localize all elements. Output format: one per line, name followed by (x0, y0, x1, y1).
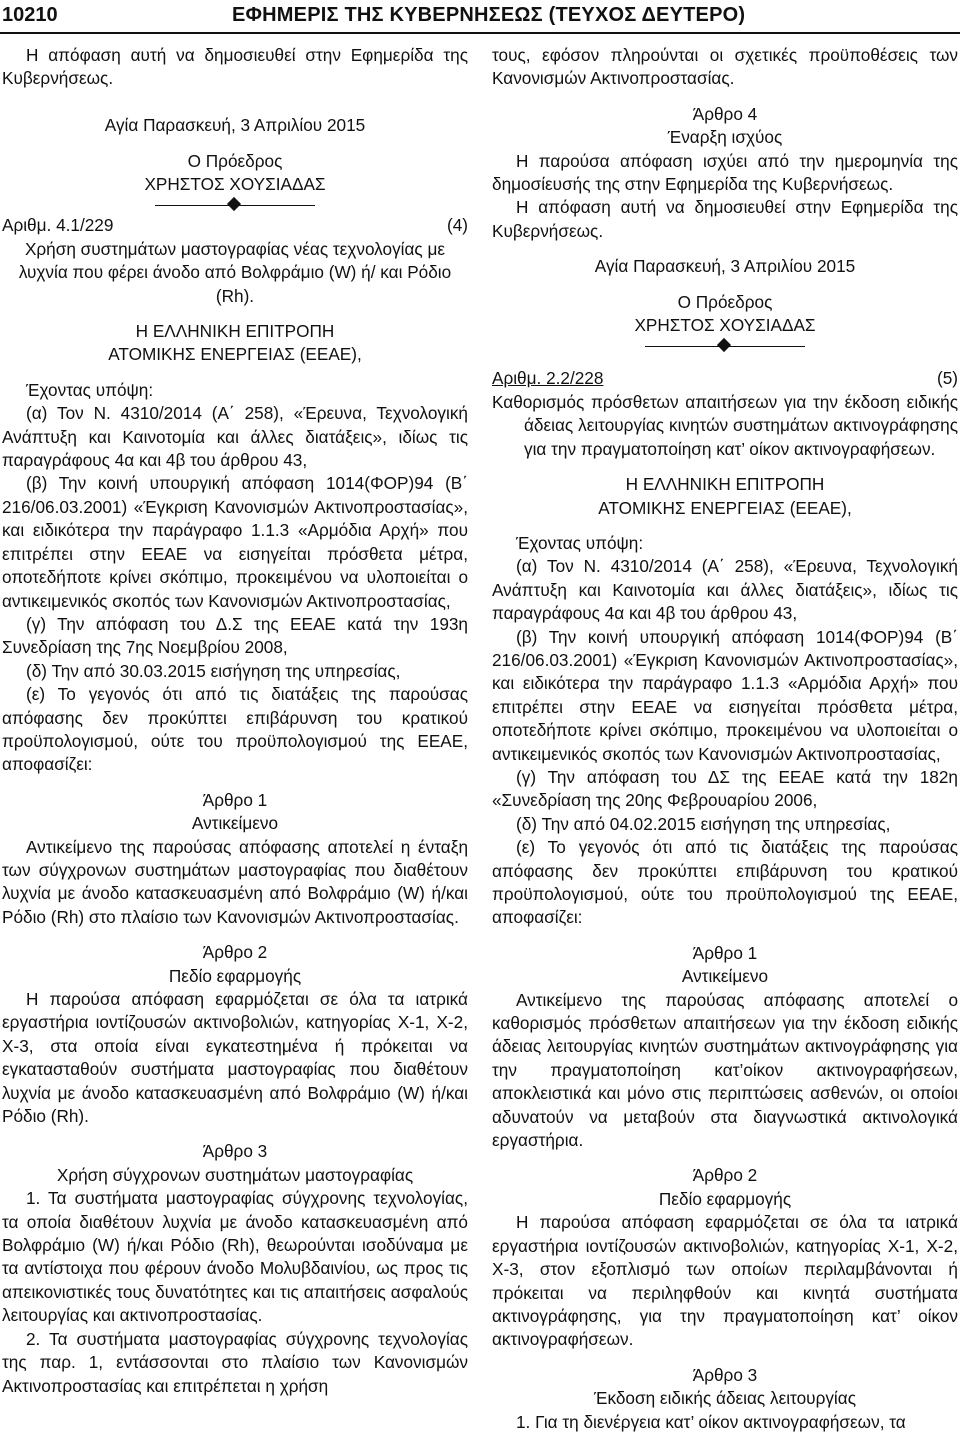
article-4-title: Έναρξη ισχύος (667, 127, 783, 148)
article-3-para-2: 2. Τα συστήματα μαστογραφίας σύγχρονης τεχνολογίας της παρ. 1, εντάσσονται στο πλαίσιο των Κανονισμών Ακτινοπροστασίας και επιτρέπεται η χρήση (2, 1328, 468, 1396)
authority-line-1: Η ΕΛΛΗΝΙΚΗ ΕΠΙΤΡΟΠΗ (625, 474, 825, 495)
article-2-title: Πεδίο εφαρμογής (168, 965, 302, 986)
gazette-title: ΕΦΗΜΕΡΙΣ ΤΗΣ ΚΥΒΕΡΝΗΣΕΩΣ (ΤΕΥΧΟΣ ΔΕΥΤΕΡΟ) (232, 4, 746, 26)
recital-c: (γ) Την απόφαση του Δ.Σ της ΕΕΑΕ κατά την 193η Συνεδρίαση της 7ης Νοεμβρίου 2008, (2, 613, 468, 658)
article-1-heading: Άρθρο 1 (202, 789, 268, 810)
article-2-title: Πεδίο εφαρμογής (658, 1188, 792, 1209)
continuation-text: τους, εφόσον πληρούνται οι σχετικές προϋποθέσεις των Κανονισμών Ακτινοπροστασίας. (492, 45, 958, 89)
section-separator (645, 339, 805, 353)
page-header (0, 0, 960, 34)
article-2-heading: Άρθρο 2 (692, 1165, 758, 1186)
article-4-heading: Άρθρο 4 (692, 103, 758, 124)
recital-d: (δ) Την από 04.02.2015 εισήγηση της υπηρεσίας, (516, 813, 891, 834)
article-1-heading: Άρθρο 1 (692, 942, 758, 963)
article-2-body: Η παρούσα απόφαση εφαρμόζεται σε όλα τα ιατρικά εργαστήρια ιοντίζουσών ακτινοβολιών, κατηγορίας Χ-1, Χ-2, Χ-3, στα οποία είναι εγκατεστημένα ή πρόκειται να εγκατασταθούν συστήματα μαστογραφίας που διαθέτουν λυχνία με άνοδο κατασκευασμένη από Βολφράμιο (W) ή/και Ρόδιο (Rh). (2, 989, 468, 1127)
decision-number: Αριθμ. 4.1/229 (2, 215, 114, 236)
article-1-body: Αντικείμενο της παρούσας απόφασης αποτελεί ο καθορισμός πρόσθετων απαιτήσεων για την έκδοση ειδικής άδειας λειτουργίας κινητών συστημάτων ακτινογράφησης για την πραγματοποίηση κατ’οίκον ακτινογραφήσεων, αποκλειστικά και μόνο στις περιπτώσεις ασθενών, οι οποίοι αδυνατούν να μεταβούν στα διαγνωστικά ακτινολογικά εργαστήρια. (492, 989, 958, 1151)
recital-b: (β) Την κοινή υπουργική απόφαση 1014(ΦΟΡ)94 (Β΄ 216/06.03.2001) «Έγκριση Κανονισμών Ακτινοπροστασίας», και ειδικότερα την παράγραφο 1.1.3 «Αρμόδια Αρχή» που επιτρέπει στην ΕΕΑΕ να εισηγείται πρόσθετα μέτρα, οποτεδήποτε κρίνει σκόπιμο, προκειμένου να υλοποιείται ο αντικειμενικός σκοπός των Κανονισμών Ακτινοπροστασίας, (2, 473, 468, 611)
article-4-para-1: Η παρούσα απόφαση ισχύει από την ημερομηνία της δημοσίευσής της στην Εφημερίδα της Κυβερνήσεως. (492, 150, 958, 195)
article-3-title: Έκδοση ειδικής άδειας λειτουργίας (594, 1388, 856, 1409)
signatory-role: Ο Πρόεδρος (187, 150, 283, 171)
diamond-icon (227, 197, 241, 211)
article-3-para-1: 1. Για τη διενέργεια κατ’ οίκον ακτινογραφήσεων, τα (516, 1411, 906, 1432)
recital-e: (ε) Το γεγονός ότι από τις διατάξεις της παρούσας απόφασης δεν προκύπτει επιβάρυνση του κρατικού προϋπολογισμού, ούτε του προϋπολογισμού της ΕΕΑΕ, αποφασίζει: (2, 684, 468, 775)
decision-title: Χρήση συστημάτων μαστογραφίας νέας τεχνολογίας με λυχνία που φέρει άνοδο από Βολφράμιο (W) ή/ και Ρόδιο (Rh). (18, 238, 452, 306)
recital-a: (α) Τον Ν. 4310/2014 (Α΄ 258), «Έρευνα, Τεχνολογική Ανάπτυξη και Καινοτομία και άλλες διατάξεις», ιδίως τις παραγράφους 4α και 4β του άρθρου 43, (2, 403, 468, 471)
article-1-title: Αντικείμενο (191, 813, 279, 834)
header-rule (0, 32, 960, 34)
decision-number-line (2, 214, 468, 237)
article-1-body: Αντικείμενο της παρούσας απόφασης αποτελεί η ένταξη των σύγχρονων συστημάτων μαστογραφίας που διαθέτουν λυχνία με άνοδο κατασκευασμένη από Βολφράμιο (W) ή/και Ρόδιο (Rh) στο πλαίσιο των Κανονισμών Ακτινοπροστασίας. (2, 836, 468, 927)
recital-a: (α) Τον Ν. 4310/2014 (Α΄ 258), «Έρευνα, Τεχνολογική Ανάπτυξη και Καινοτομία και άλλες διατάξεις», ιδίως τις παραγράφους 4α και 4β του άρθρου 43, (492, 556, 958, 624)
signatory-name: ΧΡΗΣΤΟΣ ΧΟΥΣΙΑΔΑΣ (144, 174, 326, 195)
recital-c: (γ) Την απόφαση του ΔΣ της ΕΕΑΕ κατά την 182η «Συνεδρίαση της 20ης Φεβρουαρίου 2006, (492, 766, 958, 811)
decision-number: Αριθμ. 2.2/228 (492, 368, 604, 389)
decision-title: Καθορισμός πρόσθετων απαιτήσεων για την έκδοση ειδικής άδειας λειτουργίας κινητών συστημάτων ακτινογράφησης για την πραγματοποίηση κατ’ οίκον ακτινογραφήσεων. (492, 391, 958, 459)
decision-sequence: (4) (446, 215, 468, 236)
authority-line-2: ΑΤΟΜΙΚΗΣ ΕΝΕΡΓΕΙΑΣ (ΕΕΑΕ), (598, 497, 852, 518)
left-column (2, 44, 468, 1398)
place-date: Αγία Παρασκευή, 3 Απριλίου 2015 (594, 256, 856, 277)
signatory-role: Ο Πρόεδρος (677, 291, 773, 312)
signatory-name: ΧΡΗΣΤΟΣ ΧΟΥΣΙΑΔΑΣ (634, 315, 816, 336)
decision-number-line (492, 367, 958, 390)
place-date: Αγία Παρασκευή, 3 Απριλίου 2015 (104, 115, 366, 136)
article-3-para-1: 1. Τα συστήματα μαστογραφίας σύγχρονης τεχνολογίας, τα οποία διαθέτουν λυχνία με άνοδο κατασκευασμένη από Βολφράμιο (W) ή/και Ρόδιο (Rh), θεωρούνται ισοδύναμα με τα αντίστοιχα που φέρουν άνοδο Μολυβδαινίου, ως προς τις απεικονιστικές τους δυνατότητες και τις απαιτήσεις ασφαλούς λειτουργίας και ακτινοπροστασίας. (2, 1188, 468, 1326)
article-2-heading: Άρθρο 2 (202, 942, 268, 963)
diamond-icon (717, 338, 731, 352)
page-number: 10210 (2, 4, 58, 26)
recital-b: (β) Την κοινή υπουργική απόφαση 1014(ΦΟΡ)94 (Β΄ 216/06.03.2001) «Έγκριση Κανονισμών Ακτινοπροστασίας», και ειδικότερα την παράγραφο 1.1.3 «Αρμόδια Αρχή» που επιτρέπει στην ΕΕΑΕ να εισηγείται πρόσθετα μέτρα, οποτεδήποτε κρίνει σκόπιμο, προκειμένου να υλοποιείται ο αντικειμενικός σκοπός των Κανονισμών Ακτινοπροστασίας, (492, 626, 958, 764)
recital-d: (δ) Την από 30.03.2015 εισήγηση της υπηρεσίας, (26, 660, 401, 681)
having-regard: Έχοντας υπόψη: (516, 532, 644, 553)
article-3-heading: Άρθρο 3 (692, 1364, 758, 1385)
authority-line-1: Η ΕΛΛΗΝΙΚΗ ΕΠΙΤΡΟΠΗ (135, 321, 335, 342)
publication-order: Η απόφαση αυτή να δημοσιευθεί στην Εφημερίδα της Κυβερνήσεως. (2, 45, 468, 89)
article-3-title: Χρήση σύγχρονων συστημάτων μαστογραφίας (56, 1164, 414, 1185)
article-2-body: Η παρούσα απόφαση εφαρμόζεται σε όλα τα ιατρικά εργαστήρια ιοντίζουσών ακτινοβολιών, κατηγορίας Χ-1, Χ-2, Χ-3, στον εξοπλισμό των οποίων περιλαμβάνονται ή πρόκειται να περιληφθούν και κινητά συστήματα ακτινογράφησης, για την πραγματοποίηση κατ’ οίκον ακτινογραφήσεων. (492, 1212, 958, 1350)
right-column (492, 44, 958, 1434)
recital-e: (ε) Το γεγονός ότι από τις διατάξεις της παρούσας απόφασης δεν προκύπτει επιβάρυνση του κρατικού προϋπολογισμού, ούτε του προϋπολογισμού της ΕΕΑΕ, αποφασίζει: (492, 837, 958, 928)
article-3-heading: Άρθρο 3 (202, 1141, 268, 1162)
article-1-title: Αντικείμενο (681, 966, 769, 987)
article-4-para-2: Η απόφαση αυτή να δημοσιευθεί στην Εφημερίδα της Κυβερνήσεως. (492, 197, 958, 241)
having-regard: Έχοντας υπόψη: (26, 379, 154, 400)
decision-sequence: (5) (936, 368, 958, 389)
authority-line-2: ΑΤΟΜΙΚΗΣ ΕΝΕΡΓΕΙΑΣ (ΕΕΑΕ), (108, 344, 362, 365)
section-separator (155, 198, 315, 212)
